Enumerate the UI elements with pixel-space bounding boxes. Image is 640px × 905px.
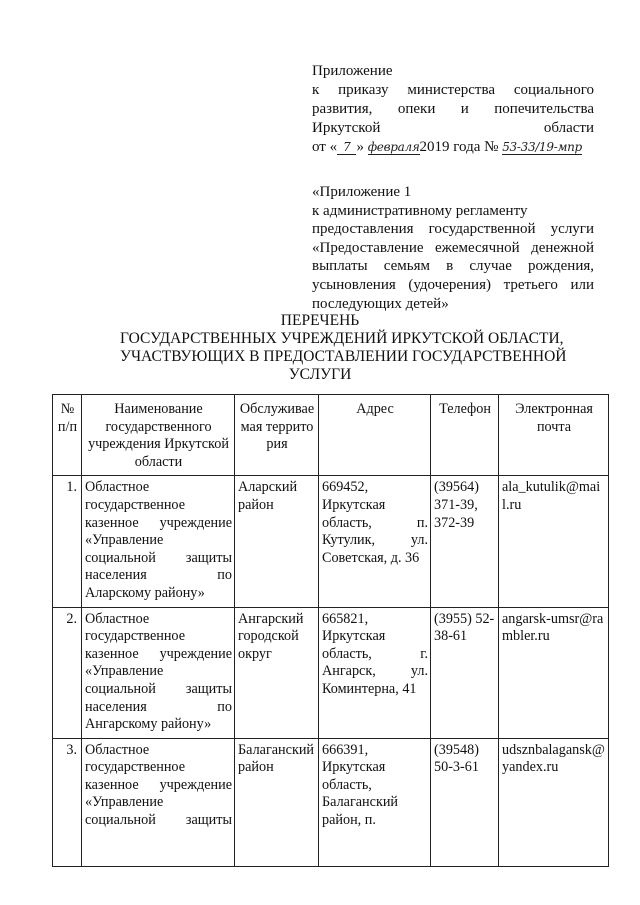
header-name: Наименование государственного учреждения Иркутской области	[82, 395, 235, 476]
institution-name-line: государственное	[85, 759, 185, 776]
address-line: 666391,	[322, 741, 369, 758]
institution-name-line: населения по	[85, 567, 232, 584]
list-title-line-3: УЧАСТВУЮЩИХ В ПРЕДОСТАВЛЕНИИ ГОСУДАРСТВЕННОЙ	[120, 348, 567, 365]
institution-name-line: Областное	[85, 741, 150, 758]
service-territory: Ангарский городской округ	[235, 607, 319, 738]
institution-name-line: «Управление	[85, 663, 164, 680]
table-row	[53, 476, 609, 607]
institution-name-line: Аларскому району»	[85, 584, 205, 601]
address-line: Иркутская	[322, 496, 386, 513]
appendix-1-line-3: «Предоставление ежемесячной денежной	[312, 239, 594, 256]
institution-name-line: населения по	[85, 698, 232, 715]
address-line: район, п.	[322, 812, 376, 829]
institution-name-line: социальной защиты	[85, 549, 232, 566]
institution-name	[82, 607, 235, 738]
institution-name-line: «Управление	[85, 532, 164, 549]
address-line: Иркутская	[322, 628, 386, 645]
institution-name-line: Областное	[85, 610, 150, 627]
appendix-title: Приложение	[312, 63, 393, 79]
appendix-1-line-1: к административному регламенту	[312, 202, 528, 219]
address-line: Коминтерна, 41	[322, 680, 417, 697]
address-line: область,	[322, 776, 372, 793]
institution-name-line: Ангарскому району»	[85, 716, 212, 733]
institution-name	[82, 738, 235, 866]
address-line: Ангарск, ул.	[322, 663, 428, 680]
list-title-line-2: ГОСУДАРСТВЕННЫХ УЧРЕЖДЕНИЙ ИРКУТСКОЙ ОБЛАСТИ,	[120, 330, 564, 347]
appendix-line-3	[312, 119, 594, 138]
row-number: 3.	[53, 738, 82, 866]
row-number: 1.	[53, 476, 82, 607]
service-territory: Аларский район	[235, 476, 319, 607]
institution-name-line: казенное учреждение	[85, 776, 232, 793]
table-header-row	[53, 395, 609, 476]
appendix-1-line-4: выплаты семьям в случае рождения,	[312, 258, 594, 275]
appendix-1-block	[312, 183, 594, 313]
list-title-line-4: УСЛУГИ	[288, 366, 352, 383]
email-address: angarsk-umsr@rambler.ru	[499, 607, 609, 738]
institution-name-line: «Управление	[85, 794, 164, 811]
handwritten-day: 7	[337, 140, 356, 155]
address-line: Балаганский	[322, 794, 399, 811]
address-line: Иркутская	[322, 759, 386, 776]
phone-number: (3955) 52-38-61	[431, 607, 499, 738]
institution-name-line: казенное учреждение	[85, 645, 232, 662]
institution-address	[319, 607, 431, 738]
handwritten-month: февраля	[367, 140, 420, 154]
appendix-line-2: развития, опеки и попечительства	[312, 101, 594, 117]
email-address: ala_kutulik@mail.ru	[499, 476, 609, 607]
appendix-header	[312, 62, 594, 157]
row-number: 2.	[53, 607, 82, 738]
address-line: Советская, д. 36	[322, 549, 420, 566]
appendix-line-3-left: Иркутской	[312, 120, 381, 136]
phone-number: (39564) 371-39, 372-39	[431, 476, 499, 607]
institution-name-line: государственное	[85, 628, 185, 645]
service-territory: Балаганский район	[235, 738, 319, 866]
header-num: № п/п	[53, 395, 82, 476]
appendix-1-line-6: последующих детей»	[312, 295, 449, 312]
appendix-1-line-2: предоставления государственной услуги	[312, 221, 594, 238]
header-phone: Телефон	[431, 395, 499, 476]
appendix-1-title: «Приложение 1	[312, 184, 412, 200]
address-line: 669452,	[322, 479, 369, 496]
institution-address	[319, 476, 431, 607]
list-title	[120, 312, 567, 384]
email-address: udsznbalagansk@yandex.ru	[499, 738, 609, 866]
order-year: 2019 года №	[419, 139, 499, 155]
table-row	[53, 738, 609, 866]
institutions-table	[52, 394, 609, 867]
header-territory: Обслуживаемая территория	[235, 395, 319, 476]
order-date-line: от « 7 » февраля2019 года № 53-33/19-мпр	[312, 139, 582, 155]
phone-number: (39548) 50-3-61	[431, 738, 499, 866]
institution-name-line: государственное	[85, 496, 185, 513]
table-row	[53, 607, 609, 738]
institution-name-line: казенное учреждение	[85, 514, 232, 531]
list-title-line-1: ПЕРЕЧЕНЬ	[280, 312, 360, 329]
header-address: Адрес	[319, 395, 431, 476]
institution-name-line: Областное	[85, 479, 150, 496]
appendix-line-3-right: области	[543, 120, 594, 136]
header-email: Электронная почта	[499, 395, 609, 476]
institution-name	[82, 476, 235, 607]
address-line: 665821,	[322, 610, 369, 627]
address-line: область, г.	[322, 645, 428, 662]
address-line: область, п.	[322, 514, 428, 531]
handwritten-order-number: 53-33/19-мпр	[502, 140, 582, 154]
institution-name-line: социальной защиты	[85, 812, 232, 829]
address-line: Кутулик, ул.	[322, 532, 428, 549]
appendix-1-line-5: усыновления (удочерения) третьего или	[312, 276, 594, 293]
institution-address	[319, 738, 431, 866]
appendix-line-1: к приказу министерства социального	[312, 82, 594, 98]
institution-name-line: социальной защиты	[85, 680, 232, 697]
